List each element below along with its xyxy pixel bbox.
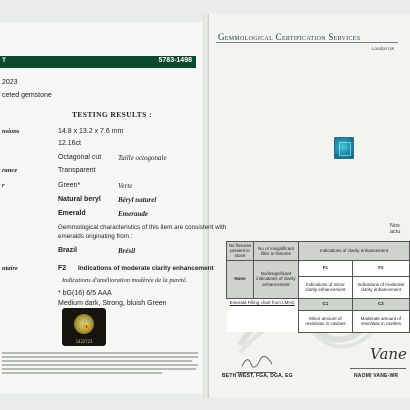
color-description: Medium dark, Strong, bluish Green (58, 300, 167, 307)
row-value-cut-fr: Taille octogonale (118, 154, 167, 162)
table-cell: C2 (352, 298, 409, 310)
signer-name-1: BETH WEST, FGA, DGA, EG (222, 373, 293, 379)
page-fold (203, 14, 209, 398)
row-value-weight: 12.16ct (58, 140, 81, 147)
clarity-grade: F2 (58, 265, 67, 272)
certificate-header-bar (0, 56, 196, 68)
signer-name-2: NAOMI VANE-WR (354, 373, 399, 379)
row-value-variety-fr: Emeraude (118, 210, 148, 218)
origin-value-fr: Brésil (118, 247, 136, 255)
row-value-species: Natural beryl (58, 196, 101, 203)
signature-line-2 (350, 368, 406, 369)
table-cell: None (227, 260, 254, 298)
lock-icon: 🔒 (81, 320, 93, 330)
row-value-color-fr: Verte (118, 182, 133, 190)
table-cell: Indications of moderate clarity enhancement (352, 276, 409, 298)
row-value-dimensions: 14.8 x 13.2 x 7.6 mm (58, 128, 124, 135)
clarity-enhancement-table (226, 241, 410, 333)
gemstone-table-facet (339, 142, 351, 156)
table-cell: Minor amount of resin/wax in cavities (299, 310, 353, 332)
row-label-dimensions: nsions (2, 128, 20, 135)
table-cell: Emerald Filling chart from LMHC (227, 298, 299, 332)
clarity-description-fr: Indications d'amélioration modérée de la pureté. (62, 277, 188, 284)
table-cell: No/insignificant indications of clarity enhancement (254, 260, 299, 298)
lab-location: London UK (372, 46, 395, 51)
signature-mark-1 (240, 355, 274, 369)
row-value-cut: Octagonal cut (58, 154, 102, 161)
lab-title: Gemmological Certification Services (218, 32, 361, 42)
row-value-transparency: Transparent (58, 167, 96, 174)
table-cell: Indications of clarity enhancement (299, 242, 410, 261)
table-cell: Moderate amount of resin/wax in cavities (352, 310, 409, 332)
cert-prefix: T (2, 57, 6, 64)
certificate-number: 5783-1498 (158, 57, 192, 64)
row-value-variety: Emerald (58, 210, 86, 217)
row-label-transparency: rance (2, 167, 18, 174)
row-value-color: Green* (58, 182, 81, 189)
issue-date: 2023 (2, 79, 18, 86)
table-cell: F1 (299, 260, 353, 276)
security-hologram (62, 308, 106, 346)
row-label-color: r (2, 182, 5, 189)
table-cell: C1 (299, 298, 353, 310)
origin-value: Brazil (58, 247, 78, 254)
origin-note-line1: Gemmological characteristics of this item are consistent with (58, 224, 227, 231)
color-code: * bG(16) 6/5 AAA (58, 290, 112, 297)
title-rule (216, 42, 398, 43)
signature-mark-2: Vane (370, 345, 407, 363)
table-cell: F2 (352, 260, 409, 276)
item-description: ceted gemstone (2, 92, 52, 99)
testing-results-heading: TESTING RESULTS : (72, 110, 152, 119)
row-label-clarity: ntaire (2, 265, 18, 272)
clarity-description: Indications of moderate clarity enhancement (78, 265, 214, 272)
hologram-number: 1432723 (75, 339, 93, 344)
table-cell: Indications of minor clarity enhancement (299, 276, 353, 298)
table-cell: No fissures present in stone (227, 242, 254, 261)
table-cell: No or insignificant filler in fissures (254, 242, 299, 261)
side-text-fragment: Nos actu (390, 223, 401, 235)
row-value-species-fr: Béryl naturel (118, 196, 157, 204)
fine-print-disclaimer (2, 350, 198, 376)
origin-note-line2: emeralds originating from : (58, 233, 133, 240)
